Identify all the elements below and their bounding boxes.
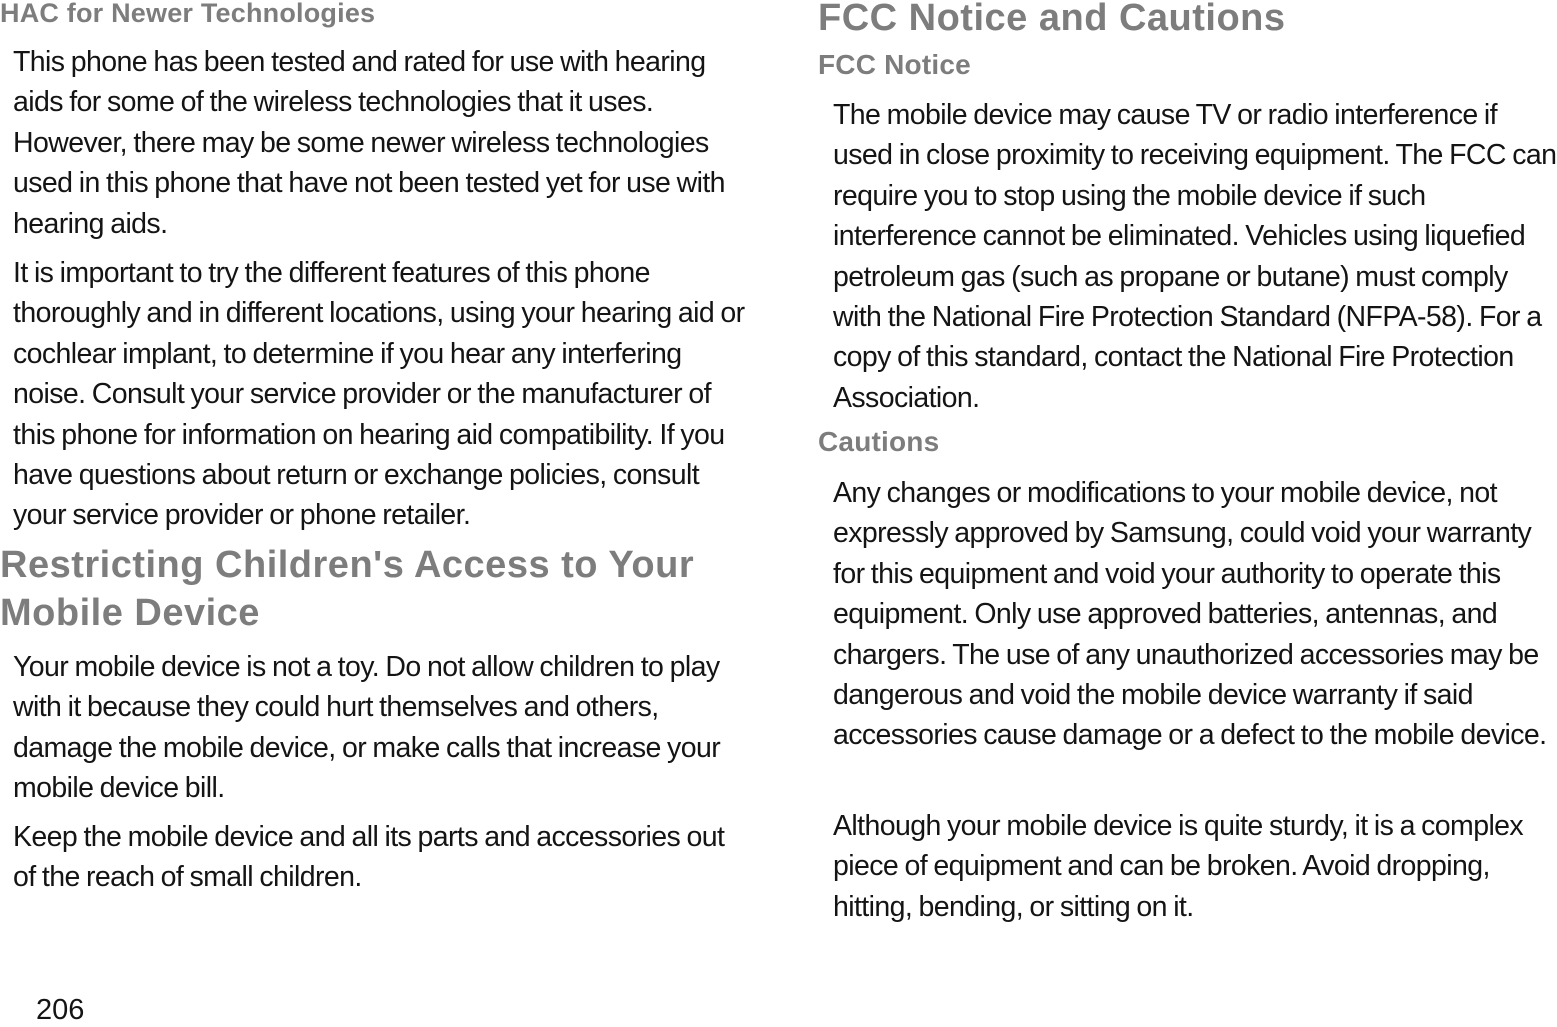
- fcc-notice-heading: FCC Notice: [818, 49, 971, 80]
- fcc-main-heading: FCC Notice and Cautions: [818, 0, 1286, 39]
- cautions-heading: Cautions: [818, 426, 940, 457]
- children-paragraph-2: Keep the mobile device and all its parts and accessories out of the reach of small children.: [13, 821, 725, 894]
- hac-paragraph-2: It is important to try the different features of this phone thoroughly and in different locations, using your hearing aid or cochlear implant, to determine if you hear any interfering noise. Consult your service provider or the manufacturer of this phone for information on hearing aid compatibility. If you have questions about return or exchange policies, consult your service provider or phone retailer.: [13, 257, 745, 532]
- hac-heading: HAC for Newer Technologies: [0, 0, 376, 28]
- children-heading: Restricting Children's Access to Your Mobile Device: [0, 544, 695, 634]
- cautions-paragraph-2: Although your mobile device is quite sturdy, it is a complex piece of equipment and can be broken. Avoid dropping, hitting, bending, or sitting on it.: [833, 810, 1524, 923]
- fcc-notice-paragraph: The mobile device may cause TV or radio interference if used in close proximity to receiving equipment. The FCC can require you to stop using the mobile device if such interference cannot be eliminated. Vehicles using liquefied petroleum gas (such as propane or butane) must comply with the National Fire Protection Standard (NFPA-58). For a copy of this standard, contact the National Fire Protection Association.: [833, 99, 1557, 414]
- children-paragraph-1: Your mobile device is not a toy. Do not allow children to play with it because they could hurt themselves and others, damage the mobile device, or make calls that increase your mobile device bill.: [13, 651, 721, 805]
- page-number: 206: [36, 994, 85, 1026]
- hac-paragraph-1: This phone has been tested and rated for use with hearing aids for some of the wireless technologies that it uses. However, there may be some newer wireless technologies used in this phone that have not been tested yet for use with hearing aids.: [13, 46, 725, 240]
- cautions-paragraph-1: Any changes or modifications to your mobile device, not expressly approved by Samsung, could void your warranty for this equipment and void your authority to operate this equipment. Only use approved batteries, antennas, and chargers. The use of any unauthorized accessories may be dangerous and void the mobile device warranty if said accessories cause damage or a defect to the mobile device.: [833, 477, 1547, 752]
